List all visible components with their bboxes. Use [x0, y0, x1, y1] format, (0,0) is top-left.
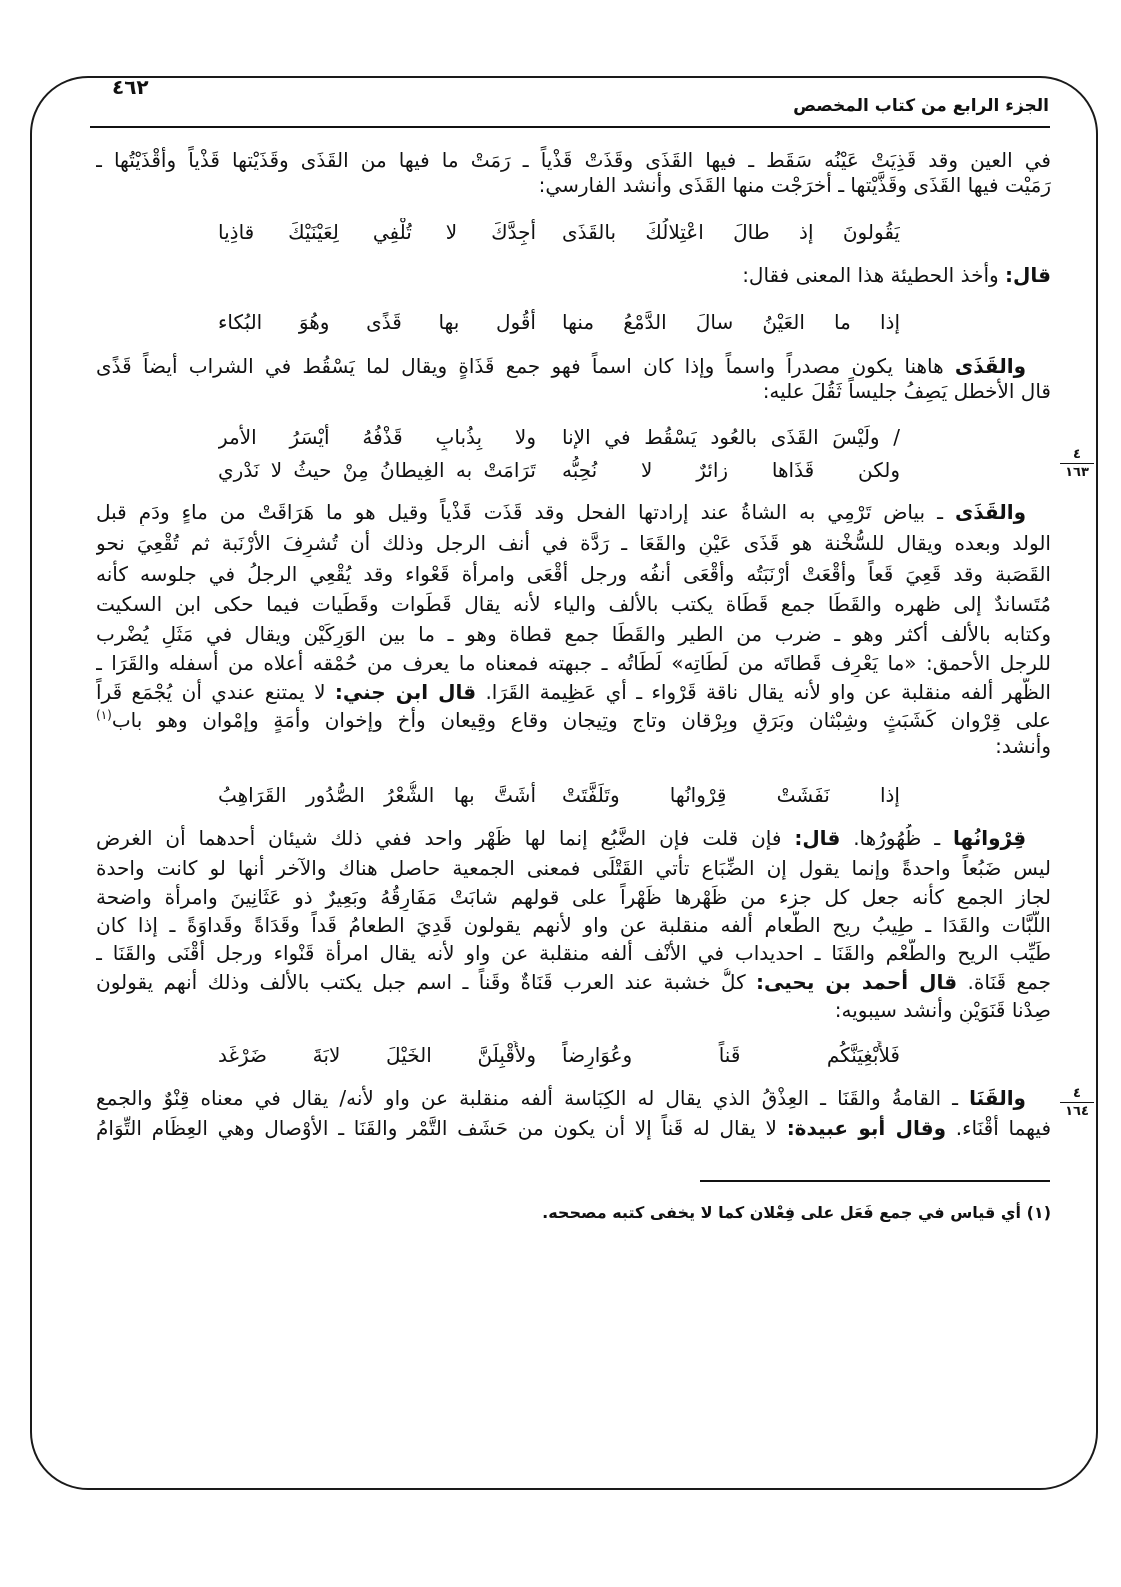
text-line	[96, 498, 1026, 526]
footnote-rule	[700, 1180, 1050, 1182]
text-line: في العين وقد قَذِيَتْ عَيْنُه سَقَط ـ فيها القَذَى وقَذَتْ قَذْياً ـ رَمَتْ ما فيها من القَذَى وقَذَيْتها قَذْياً وأقْذَيْتُها ـ	[96, 148, 1051, 172]
line-text: ـ بياض تَرْمِي به الشاةُ عند إرادتها الفحل وقد قَذَت قَذْياً وقيل هو ما هَرَاقَتْ من ماءٍ ودَمٍ قبل	[96, 500, 943, 524]
text-line: القَصَبة وقد قَعِيَ قَعاً وأقْعَتْ أرْنَبَتُه وأقْعَى أنفُه ورجل أقْعَى وامرأة قَعْواء وقد يُقْعِي الرجلُ في جلوسه كأنه	[96, 562, 1051, 586]
verse-hemistich-right: إذا نَفَشَتْ قِرْوانُها وتَلَفَّتَتْ	[562, 783, 900, 807]
line-text: لا يمتنع عندي أن يُجْمَع قَراً	[96, 680, 326, 704]
speaker-label: قال أحمد بن يحيى:	[756, 970, 958, 994]
line-text: لا يقال له قَناً إلا أن يكون من حَشَف التَّمْر والقَنَا ـ الأوْصال وهي العِظَام التِّوَامُ	[96, 1116, 777, 1140]
text-line	[96, 678, 1051, 706]
verse-hemistich-left: أجِدَّكَ لا تُلْفِي لِعَيْنَيْكَ قاذِيا	[218, 220, 536, 244]
verse-hemistich-right: / ولَيْسَ القَذَى بالعُود يَسْقُط في الإنا	[562, 425, 900, 449]
line-text: الظَّهر ألفه منقلبة عن واو لأنه يقال ناقة قَرْواء ـ أي عَظِيمة القَرَا.	[485, 680, 1051, 704]
speaker-label: وقال أبو عبيدة:	[786, 1116, 947, 1140]
line-text: جمع قَنَاة.	[967, 970, 1051, 994]
line-text: كلُّ خشبة عند العرب قَنَاةٌ وقَناً ـ اسم جبل يكتب بالألف وذلك أنهم يقولون	[96, 970, 746, 994]
text-line	[96, 1084, 1026, 1112]
speaker-label: قال ابن جني:	[334, 680, 477, 704]
line-text: فإن قلت فإن الضَّبُع إنما لها ظَهْر واحد ففي ذلك شيئان أحدهما أن الغرض	[96, 826, 782, 850]
text-line: لجاز الجمع كأنه جعل كل جزء من ظَهْرها ظَهْراً على قولهم شابَتْ مَفَارِقُهُ وبَعِيرٌ ذو عَثَانِينَ وامرأة واضحة	[96, 885, 1051, 909]
text-line: ليس ضَبُعاً واحدةً وإنما يقول إن الضِّبَاع تأتي القَتْلَى فمعنى الجمعية حاصل هناك والآخر أنها لو كانت واحدة	[96, 856, 1051, 880]
text-line	[96, 1114, 1051, 1142]
line-text: ـ القامةُ والقَنَا ـ العِذْقُ الذي يقال له الكِبَاسة ألفه منقلبة عن واو لأنه/ يقال في معناه قِنْوٌ والجمع	[96, 1086, 959, 1110]
margin-ref-volume: ٤	[1060, 1086, 1094, 1103]
footnote-text: أي قياس في جمع فَعَل على فِعْلان كما لا يخفى كتبه مصححه.	[542, 1203, 1022, 1222]
line-text: ـ ظُهُورُها.	[853, 826, 941, 850]
speaker-label: قال:	[794, 826, 841, 850]
text-line: طَيِّب الريح والطَّعْم والقَنَا ـ احديداب في الأنْف ألفه منقلبة عن واو لأنه يقال امرأة قَنْواء ورجل أقْنَى والقَنَا ـ	[96, 941, 1051, 965]
text-line	[96, 824, 1026, 852]
running-title: الجزء الرابع من كتاب المخصص	[793, 96, 1049, 116]
text-line: للرجل الأحمق: «ما يَعْرِف قَطاتَه من لَطَاتِه» لَطَاتُه ـ جبهته فمعناه ما يعرف من حُمْقه أعلاه من أسفله والقَرَا ـ	[96, 651, 1051, 675]
margin-ref-volume: ٤	[1060, 447, 1094, 464]
page-number: ٤٦٢	[112, 75, 149, 99]
verse-hemistich-left: أشَتَّ بها الشُّعْرُ الصُّدُور القَرَاهِبُ	[218, 783, 536, 807]
verse-hemistich-right: يَقُولونَ إذ طالَ اعْتِلالُكَ بالقَذَى	[562, 220, 900, 244]
verse-hemistich-right: ولكن قَذَاها زائرٌ لا نُحِبُّه	[562, 458, 900, 482]
line-text: وأخذ الحطيئة هذا المعنى فقال:	[742, 263, 999, 287]
footnote	[96, 1199, 1051, 1227]
headword: والقَذَى	[954, 354, 1026, 378]
verse-hemistich-right: فَلأَبْغِيَنَّكُم قَناً وعُوَارِضاً	[562, 1043, 900, 1067]
verse-hemistich-left: أقُول بها قَذًى وهُوَ البُكاء	[218, 310, 536, 334]
text-line: صِدْنا قَنَوَيْنِ وأنشد سيبويه:	[834, 998, 1051, 1022]
text-line: قال الأخطل يَصِفُ جليساً ثَقُلَ عليه:	[762, 379, 1051, 403]
line-text: فيهما أقْنَاء.	[955, 1116, 1051, 1140]
headword: والقَذَى	[954, 500, 1026, 524]
margin-page-ref	[1060, 447, 1094, 480]
headword: قِرْوانُها	[953, 826, 1026, 850]
verse-hemistich-right: إذا ما العَيْنُ سالَ الدَّمْعُ منها	[562, 310, 900, 334]
footnote-marker: (١)	[1026, 1203, 1051, 1222]
footnote-reference: (١)	[96, 708, 112, 722]
margin-ref-page: ١٦٣	[1065, 465, 1089, 480]
text-line: اللَّبَّات والقَدَا ـ طِيبُ ريح الطَّعام ألفه منقلبة عن واو لأنهم يقولون قَدِيَ الطعامُ قَداً وقَدَاةً وقَداوَةً ـ إذا كان	[96, 913, 1051, 937]
speaker-label: قال:	[1005, 263, 1051, 287]
text-line	[96, 706, 1051, 734]
verse-hemistich-left: تَرَامَتْ به الغِيطانُ مِنْ حيثُ لا نَدْري	[218, 458, 536, 482]
header-rule	[90, 126, 1050, 128]
text-line: الولد وبعده ويقال للسُّخْنة هو قَذَى عَيْنٍ والقَعَا ـ رَدَّة في أنف الرجل وذلك أن تُشرِفَ الأرْنَبة ثم تُقْعِيَ نحو	[96, 531, 1051, 555]
margin-ref-page: ١٦٤	[1065, 1104, 1089, 1119]
text-line: وكتابه بالألف أكثر وهو ـ ضرب من الطير والقَطَا جمع قطاة وهو ـ ما بين الوَرِكَيْن ويقال في مَثَلٍ يُضْرب	[96, 622, 1051, 646]
text-line: رَمَيْت فيها القَذَى وقَذَّيْتها ـ أخرَجْت منها القَذَى وأنشد الفارسي:	[538, 173, 1051, 197]
margin-page-ref	[1060, 1086, 1094, 1119]
verse-hemistich-left: ولأُقْبِلَنَّ الخَيْلَ لابَةَ ضَرْغَد	[218, 1043, 536, 1067]
line-text: هاهنا يكون مصدراً واسماً وإذا كان اسماً فهو جمع قَذَاةٍ ويقال لما يَسْقُط في الشراب أيضاً قَذًى	[96, 354, 944, 378]
text-line	[96, 352, 1026, 380]
text-line	[96, 261, 1051, 289]
text-line: وأنشد:	[995, 734, 1051, 758]
verse-hemistich-left: ولا بِذُبابٍ قَذْفُهُ أيْسَرُ الأمر	[218, 425, 536, 449]
text-line	[96, 968, 1051, 996]
line-text: على قِرْوان كَشَبَثٍ وشِبْثان وبَرَقٍ وبِرْقان وتاج وتِيجان وقاع وقِيعان وأخ وإخوان وأَمَةٍ وإمْوان وهو باب	[111, 708, 1051, 732]
headword: والقَنَا	[969, 1086, 1026, 1110]
text-line: مُتَساندٌ إلى ظهره والقَطَا جمع قَطَاة يكتب بالألف والياء لأنه يقال قَطَوات وقَطَيات فيما حكى ابن السكيت	[96, 592, 1051, 616]
